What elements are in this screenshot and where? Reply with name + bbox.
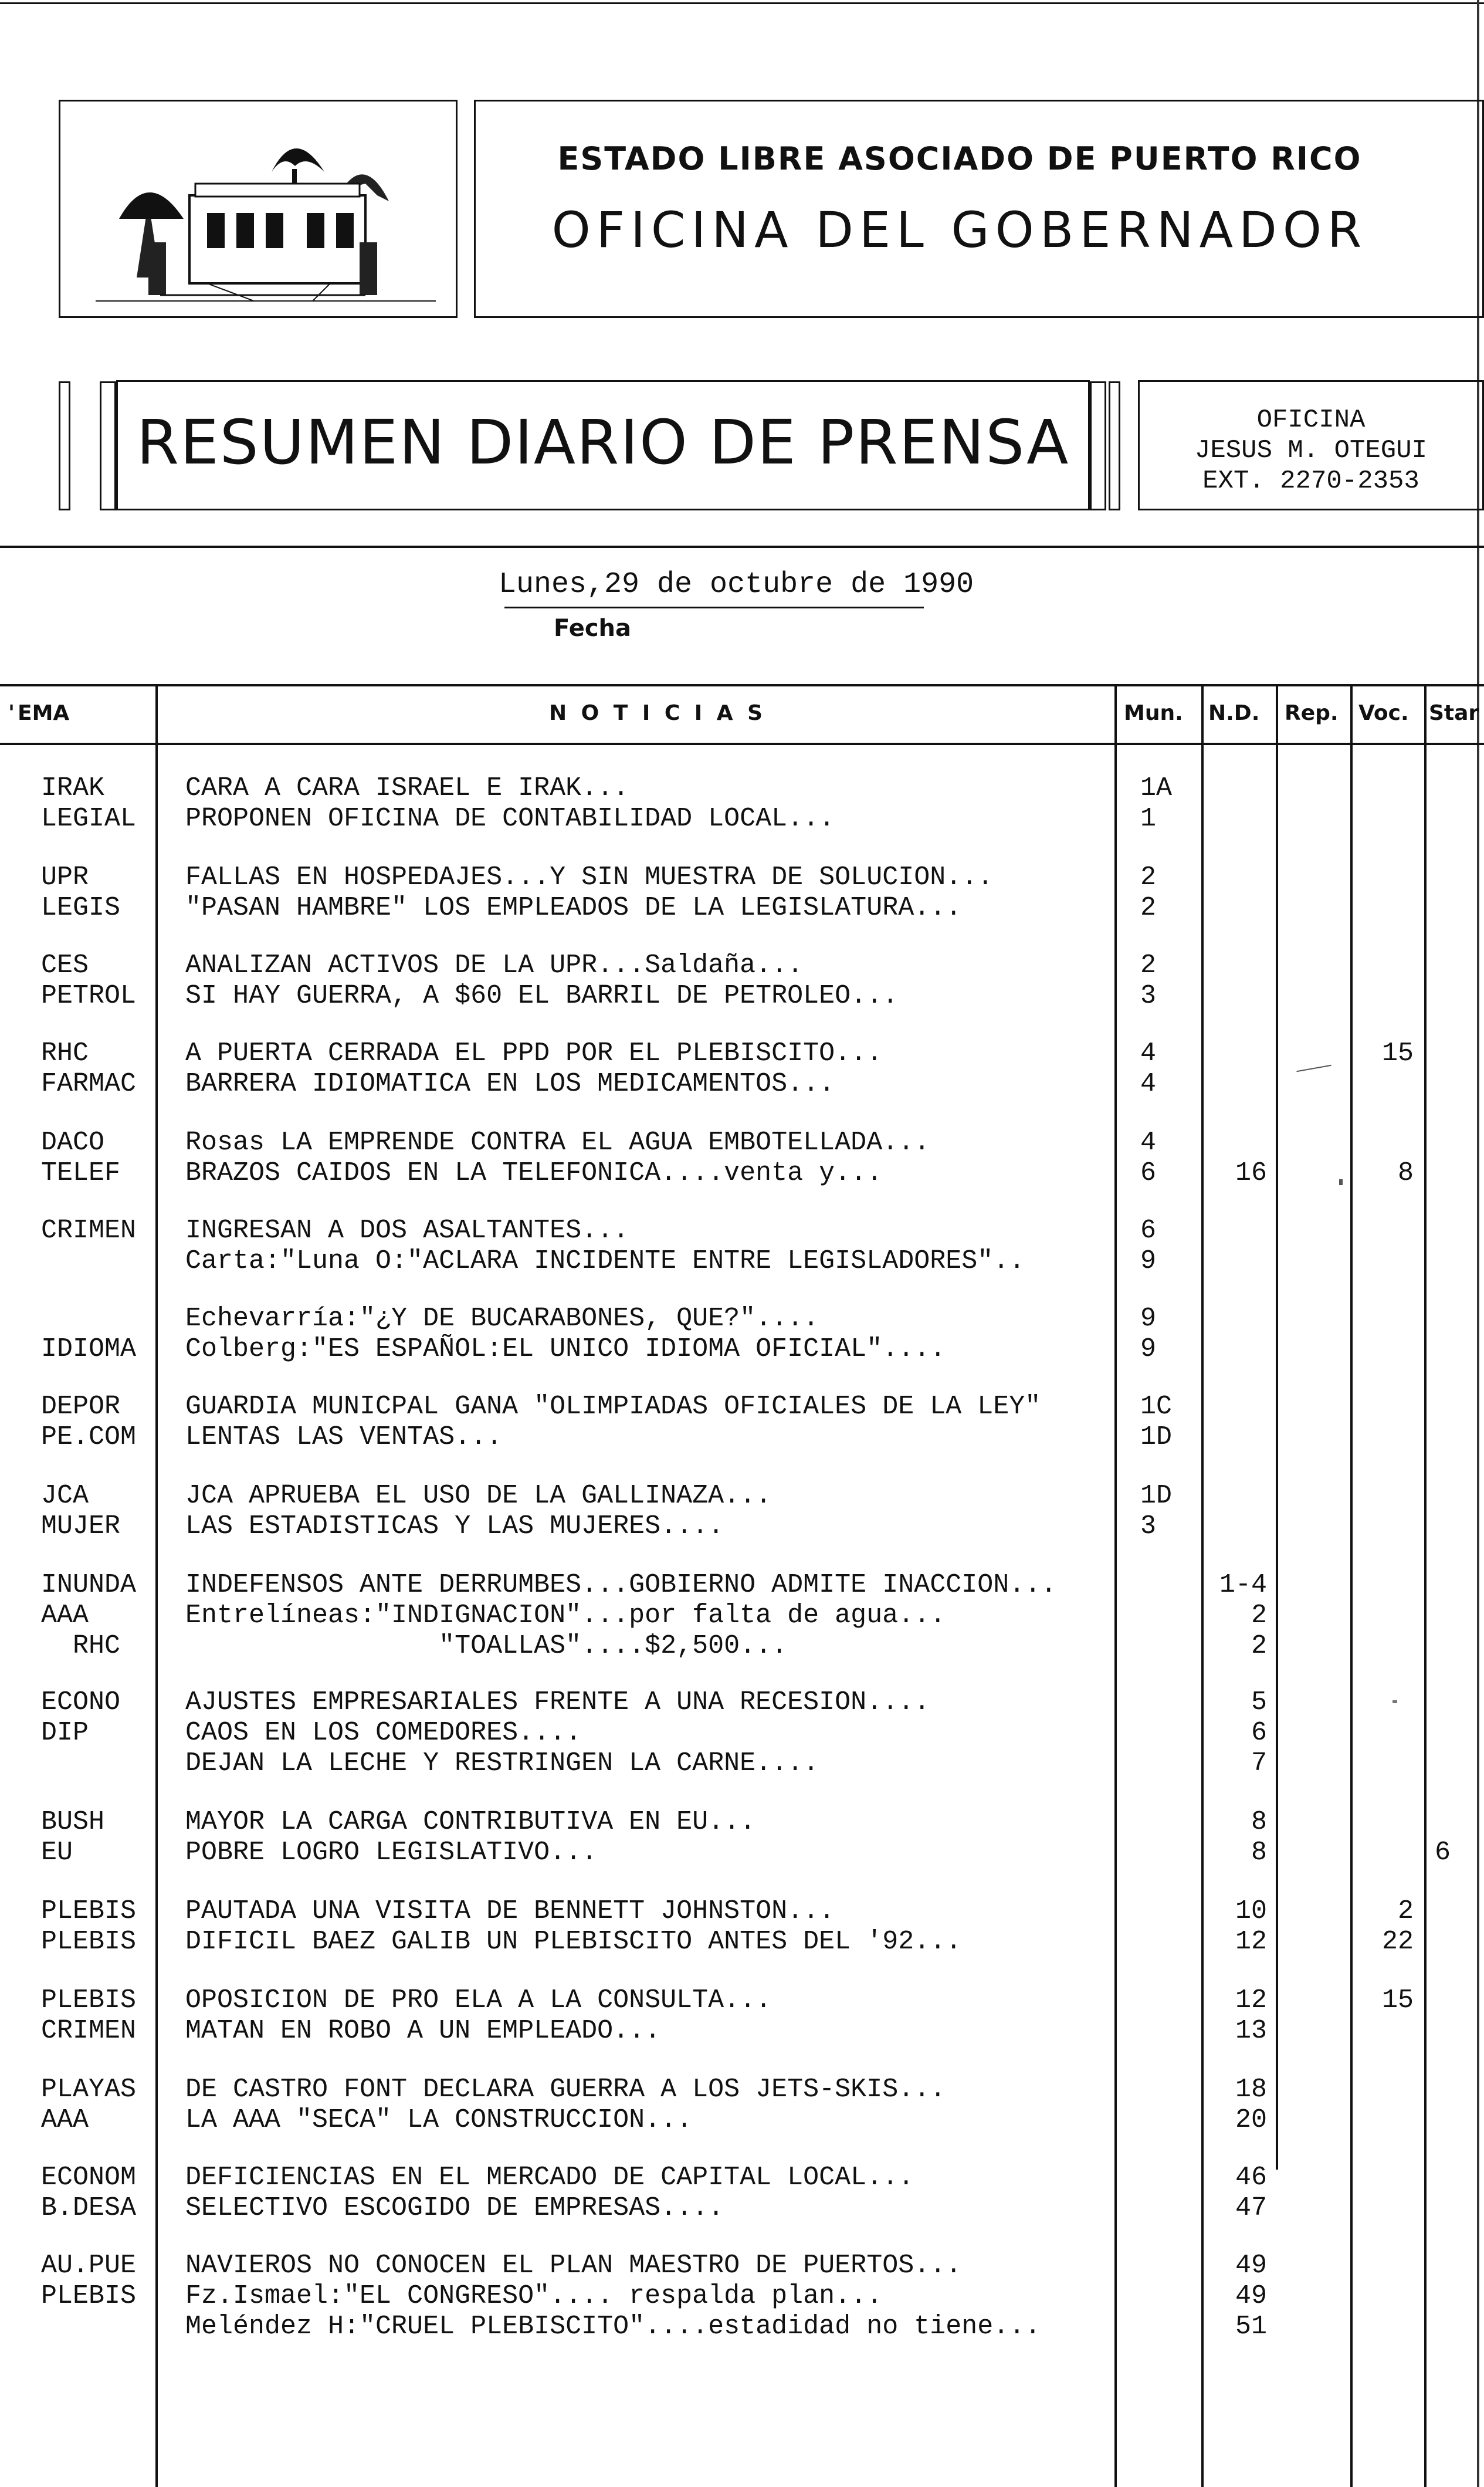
table-row — [0, 1896, 1484, 1927]
news-cell: Colberg:"ES ESPAÑOL:EL UNICO IDIOMA OFICIAL".... — [185, 1334, 946, 1364]
news-cell: A PUERTA CERRADA EL PPD POR EL PLEBISCITO... — [185, 1038, 883, 1068]
news-cell: LAS ESTADISTICAS Y LAS MUJERES.... — [185, 1511, 724, 1541]
tema-cell: PETROL — [41, 981, 137, 1011]
news-cell: DEJAN LA LECHE Y RESTRINGEN LA CARNE.... — [185, 1748, 819, 1778]
mun-cell: 4 — [1140, 1128, 1157, 1158]
tema-cell: JCA — [41, 1481, 89, 1511]
tema-cell: RHC — [41, 1631, 121, 1661]
nd-cell: 12 — [1235, 1927, 1267, 1957]
tema-cell: PLAYAS — [41, 2075, 137, 2104]
news-cell: Meléndez H:"CRUEL PLEBISCITO"....estadidad no tiene... — [185, 2312, 1041, 2341]
column-mun: Mun. — [1124, 701, 1183, 725]
table-row — [0, 1631, 1484, 1662]
contact-office: OFICINA — [1256, 405, 1366, 435]
column-nd: N.D. — [1208, 701, 1260, 725]
report-date: Lunes,29 de octubre de 1990 — [499, 568, 974, 601]
mun-cell: 3 — [1140, 981, 1157, 1011]
table-row — [0, 1570, 1484, 1601]
tema-cell: PLEBIS — [41, 1985, 137, 2015]
table-row — [0, 1748, 1484, 1779]
table-row — [0, 1927, 1484, 1957]
tema-cell: EU — [41, 1838, 73, 1867]
news-cell: Fz.Ismael:"EL CONGRESO".... respalda plan... — [185, 2281, 883, 2311]
table-row — [0, 1601, 1484, 1631]
table-row — [0, 2281, 1484, 2312]
nd-cell: 13 — [1235, 2016, 1267, 2046]
news-cell: GUARDIA MUNICPAL GANA "OLIMPIADAS OFICIALES DE LA LEY" — [185, 1392, 1041, 1422]
nd-cell: 7 — [1251, 1748, 1267, 1778]
news-cell: CARA A CARA ISRAEL E IRAK... — [185, 773, 629, 803]
table-row — [0, 981, 1484, 1011]
tema-cell: LEGIAL — [41, 804, 137, 834]
voc-cell: 8 — [1397, 1158, 1414, 1188]
news-cell: CAOS EN LOS COMEDORES.... — [185, 1718, 582, 1748]
news-cell: Rosas LA EMPRENDE CONTRA EL AGUA EMBOTELLADA... — [185, 1128, 930, 1158]
table-row — [0, 1807, 1484, 1838]
news-cell: DEFICIENCIAS EN EL MERCADO DE CAPITAL LOCAL... — [185, 2163, 914, 2192]
tema-cell: RHC — [41, 1038, 89, 1068]
table-row — [0, 1334, 1484, 1365]
table-row — [0, 1422, 1484, 1453]
nd-cell: 8 — [1251, 1807, 1267, 1837]
news-cell: OPOSICION DE PRO ELA A LA CONSULTA... — [185, 1985, 772, 2015]
table-row — [0, 1392, 1484, 1422]
table-row — [0, 1687, 1484, 1718]
tema-cell: PLEBIS — [41, 1896, 137, 1926]
tema-cell: PLEBIS — [41, 1927, 137, 1957]
table-row — [0, 1718, 1484, 1748]
column-tema-mark: ' — [8, 701, 15, 725]
nd-cell: 8 — [1251, 1838, 1267, 1867]
news-cell: INDEFENSOS ANTE DERRUMBES...GOBIERNO ADMITE INACCION... — [185, 1570, 1057, 1600]
nd-cell: 2 — [1251, 1631, 1267, 1661]
news-cell: AJUSTES EMPRESARIALES FRENTE A UNA RECESION.... — [185, 1687, 930, 1717]
tema-cell: INUNDA — [41, 1570, 137, 1600]
table-header-bottom-line — [0, 743, 1484, 745]
table-row — [0, 1069, 1484, 1099]
nd-cell: 20 — [1235, 2105, 1267, 2135]
nd-cell: 18 — [1235, 2075, 1267, 2104]
voc-cell: 22 — [1381, 1927, 1414, 1957]
news-cell: SI HAY GUERRA, A $60 EL BARRIL DE PETROLEO... — [185, 981, 899, 1011]
mun-cell: 6 — [1140, 1216, 1157, 1246]
mun-cell: 2 — [1140, 950, 1157, 980]
nd-cell: 49 — [1235, 2281, 1267, 2311]
tema-cell: DEPOR — [41, 1392, 121, 1422]
mun-cell: 4 — [1140, 1069, 1157, 1099]
mun-cell: 9 — [1140, 1334, 1157, 1364]
news-cell: LA AAA "SECA" LA CONSTRUCCION... — [185, 2105, 693, 2135]
table-top-line — [0, 684, 1484, 686]
star-cell: 6 — [1435, 1838, 1451, 1867]
table-row — [0, 2105, 1484, 2136]
nd-cell: 6 — [1251, 1718, 1267, 1748]
table-row — [0, 2193, 1484, 2224]
news-cell: MATAN EN ROBO A UN EMPLEADO... — [185, 2016, 661, 2046]
tema-cell: LEGIS — [41, 893, 121, 923]
table-row — [0, 1158, 1484, 1189]
table-row — [0, 1838, 1484, 1868]
report-title: RESUMEN DIARIO DE PRENSA — [136, 407, 1070, 478]
news-cell: DIFICIL BAEZ GALIB UN PLEBISCITO ANTES DEL '92... — [185, 1927, 962, 1957]
table-row — [0, 2016, 1484, 2046]
voc-cell: 2 — [1397, 1896, 1414, 1926]
tema-cell: PLEBIS — [41, 2281, 137, 2311]
office-name: OFICINA DEL GOBERNADOR — [551, 201, 1368, 259]
news-cell: MAYOR LA CARGA CONTRIBUTIVA EN EU... — [185, 1807, 756, 1837]
title-right-bar-2 — [1109, 381, 1120, 510]
mun-cell: 9 — [1140, 1246, 1157, 1276]
mun-cell: 6 — [1140, 1158, 1157, 1188]
title-left-bar-2 — [100, 381, 116, 510]
mun-cell: 2 — [1140, 893, 1157, 923]
mun-cell: 4 — [1140, 1038, 1157, 1068]
logo-box — [59, 100, 458, 318]
mun-cell: 1D — [1140, 1481, 1173, 1511]
top-border-line — [0, 2, 1484, 4]
title-box — [116, 380, 1090, 510]
nd-cell: 16 — [1235, 1158, 1267, 1188]
news-cell: FALLAS EN HOSPEDAJES...Y SIN MUESTRA DE SOLUCION... — [185, 862, 994, 892]
state-name: ESTADO LIBRE ASOCIADO DE PUERTO RICO — [557, 140, 1362, 177]
nd-cell: 1-4 — [1219, 1570, 1267, 1600]
news-cell: PAUTADA UNA VISITA DE BENNETT JOHNSTON... — [185, 1896, 835, 1926]
table-row — [0, 2075, 1484, 2105]
mun-cell: 1C — [1140, 1392, 1173, 1422]
tema-cell: AU.PUE — [41, 2251, 137, 2280]
title-right-bar-1 — [1090, 381, 1106, 510]
table-row — [0, 862, 1484, 893]
mun-cell: 1A — [1140, 773, 1173, 803]
table-row — [0, 1216, 1484, 1246]
date-underline — [504, 607, 924, 608]
news-cell: Echevarría:"¿Y DE BUCARABONES, QUE?".... — [185, 1304, 819, 1334]
tema-cell: UPR — [41, 862, 89, 892]
pencil-tick — [1339, 1179, 1343, 1185]
tema-cell: ECONOM — [41, 2163, 137, 2192]
nd-cell: 49 — [1235, 2251, 1267, 2280]
news-cell: BRAZOS CAIDOS EN LA TELEFONICA....venta y... — [185, 1158, 883, 1188]
table-row — [0, 1511, 1484, 1542]
contact-box — [1138, 380, 1484, 510]
voc-cell: 15 — [1381, 1985, 1414, 2015]
nd-cell: 10 — [1235, 1896, 1267, 1926]
governor-mansion-illustration-icon — [60, 101, 456, 316]
tema-cell: B.DESA — [41, 2193, 137, 2223]
column-rep: Rep. — [1285, 701, 1339, 725]
column-noticias: N O T I C I A S — [549, 701, 767, 725]
column-voc: Voc. — [1358, 701, 1409, 725]
tema-cell: FARMAC — [41, 1069, 137, 1099]
table-row — [0, 1304, 1484, 1334]
news-cell: ANALIZAN ACTIVOS DE LA UPR...Saldaña... — [185, 950, 804, 980]
nd-cell: 46 — [1235, 2163, 1267, 2192]
office-header-box — [474, 100, 1484, 318]
tema-cell: CRIMEN — [41, 2016, 137, 2046]
news-cell: BARRERA IDIOMATICA EN LOS MEDICAMENTOS... — [185, 1069, 835, 1099]
tema-cell: BUSH — [41, 1807, 105, 1837]
mun-cell: 1 — [1140, 804, 1157, 834]
tema-cell: IRAK — [41, 773, 105, 803]
tema-cell: AAA — [41, 2105, 89, 2135]
nd-cell: 51 — [1235, 2312, 1267, 2341]
table-row — [0, 773, 1484, 804]
pencil-tick-2 — [1392, 1700, 1397, 1703]
contact-extension: EXT. 2270-2353 — [1202, 466, 1419, 496]
news-cell: SELECTIVO ESCOGIDO DE EMPRESAS.... — [185, 2193, 724, 2223]
tema-cell: DIP — [41, 1718, 89, 1748]
table-row — [0, 1246, 1484, 1277]
table-row — [0, 1481, 1484, 1511]
nd-cell: 2 — [1251, 1601, 1267, 1630]
table-row — [0, 2312, 1484, 2342]
mun-cell: 1D — [1140, 1422, 1173, 1452]
date-label: Fecha — [554, 615, 632, 642]
tema-cell: ECONO — [41, 1687, 121, 1717]
news-cell: Carta:"Luna O:"ACLARA INCIDENTE ENTRE LEGISLADORES".. — [185, 1246, 1025, 1276]
table-row — [0, 893, 1484, 923]
news-cell: Entrelíneas:"INDIGNACION"...por falta de agua... — [185, 1601, 946, 1630]
news-cell: LENTAS LAS VENTAS... — [185, 1422, 503, 1452]
news-cell: POBRE LOGRO LEGISLATIVO... — [185, 1838, 598, 1867]
tema-cell: IDIOMA — [41, 1334, 137, 1364]
news-cell: DE CASTRO FONT DECLARA GUERRA A LOS JETS-SKIS... — [185, 2075, 946, 2104]
title-left-bar-1 — [59, 381, 70, 510]
tema-cell: CES — [41, 950, 89, 980]
column-tema: EMA — [18, 701, 70, 725]
news-cell: NAVIEROS NO CONOCEN EL PLAN MAESTRO DE PUERTOS... — [185, 2251, 962, 2280]
tema-cell: PE.COM — [41, 1422, 137, 1452]
nd-cell: 12 — [1235, 1985, 1267, 2015]
news-cell: "PASAN HAMBRE" LOS EMPLEADOS DE LA LEGISLATURA... — [185, 893, 962, 923]
tema-cell: AAA — [41, 1601, 89, 1630]
header-separator — [0, 546, 1484, 548]
tema-cell: DACO — [41, 1128, 105, 1158]
table-row — [0, 950, 1484, 981]
mun-cell: 2 — [1140, 862, 1157, 892]
news-cell: PROPONEN OFICINA DE CONTABILIDAD LOCAL... — [185, 804, 835, 834]
tema-cell: CRIMEN — [41, 1216, 137, 1246]
column-star: Star — [1429, 701, 1479, 725]
news-cell: INGRESAN A DOS ASALTANTES... — [185, 1216, 629, 1246]
table-row — [0, 2163, 1484, 2193]
mun-cell: 9 — [1140, 1304, 1157, 1334]
mun-cell: 3 — [1140, 1511, 1157, 1541]
contact-person: JESUS M. OTEGUI — [1194, 436, 1428, 465]
table-row — [0, 1128, 1484, 1158]
voc-cell: 15 — [1381, 1038, 1414, 1068]
news-cell: JCA APRUEBA EL USO DE LA GALLINAZA... — [185, 1481, 772, 1511]
table-row — [0, 1985, 1484, 2016]
table-row — [0, 804, 1484, 834]
nd-cell: 5 — [1251, 1687, 1267, 1717]
table-row — [0, 1038, 1484, 1069]
tema-cell: MUJER — [41, 1511, 121, 1541]
nd-cell: 47 — [1235, 2193, 1267, 2223]
tema-cell: TELEF — [41, 1158, 121, 1188]
table-row — [0, 2251, 1484, 2281]
news-cell: "TOALLAS"....$2,500... — [185, 1631, 788, 1661]
